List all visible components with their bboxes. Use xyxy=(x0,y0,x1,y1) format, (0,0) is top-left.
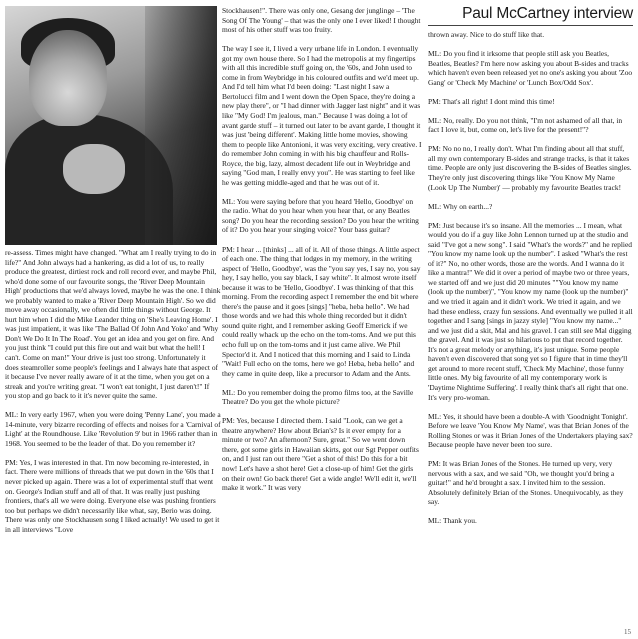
paragraph: PM: Yes, I was interested in that. I'm now becoming re-interested, in fact. There were millions of threads that we put down in the '60s that I never picked up again. There was a lot of experimental stuff that went on. George's Indian stuff and all of that. It was really just pushing frontiers, that's all we were doing. Everyone else was pushing frontiers too but perhaps we didn't necessarily like what, say, Berio was doing. There was only one Stockhausen song I liked actually! We used to get it in all interviews "Love xyxy=(5,457,220,534)
article-column-1 xyxy=(5,248,221,544)
paragraph: ML: In very early 1967, when you were doing 'Penny Lane', you made a 14-minute, very bizarre recording of effects and noises for a 'Carnival of Light' at the Roundhouse. Like 'Revolution 9' but in 1966 rather than in 1968. You seemed to be the leader of that. Do you remember it? xyxy=(5,410,221,448)
page-header xyxy=(428,4,633,26)
page-number: 15 xyxy=(624,628,631,636)
paragraph: PM: I hear ... [thinks] ... all of it. All of those things. A little aspect of each one. The thing that lodges in my memory, in the writing aspect of 'Hello, Goodbye', was the "you say yes, I say no, you say hey, I say hello, you say black, I say white". It almost wrote itself because it was to be 'Hello, Goodbye'. I was thinking of that this morning. From the recording aspect I remember the end bit where there's the pause and it goes [sings] "heba, heba hello". We had those words and we had this whole thing recorded but it didn't sound quite right, and I remember asking Geoff Emerick if we could really whack up the echo on the tom-toms. And we put this echo full up on the tom-toms and it just came alive. We Phil Spector'd it. And I noticed that this morning and I said to Linda "Wait! Full echo on the toms, here we go! Heba, heba hello" and they came in quite deep, like a precursor to Adam and the Ants. xyxy=(222,244,421,378)
paragraph: ML: Yes, it should have been a double-A with 'Goodnight Tonight'. Before we leave 'You Know My Name', was that Brian Jones of the Rolling Stones or was it Brian Jones of the Undertakers playing sax? Because people have never been too sure. xyxy=(428,411,633,450)
paragraph: ML: No, really. Do you not think, "I'm not ashamed of all that, in fact I love it, but, come on, let's live for the present!"? xyxy=(428,115,623,135)
photo-shadow xyxy=(145,6,217,245)
photo-head-shape xyxy=(29,30,107,126)
paragraph: thrown away. Nice to do stuff like that. xyxy=(428,30,545,39)
header-rule xyxy=(428,25,633,26)
article-column-3 xyxy=(428,30,633,536)
paragraph: PM: Yes, because I directed them. I said "Look, can we get a theatre anywhere? How about Brian's? Is it ever empty for a minute or two? An afternoon? Sure, great." So we went down there, got some girls in Hawaiian skirts, got our Sgt Pepper outfits on, and I just ran out there "Get a shot of this! Do this for a bit now! Let's have a shot here! Get a close-up of him! Get the girls on their own! Go back there! Get a wide angle! We'll edit it, we'll make it work." It was very xyxy=(222,416,419,493)
paragraph: ML: Why on earth...? xyxy=(428,201,493,211)
paragraph: ML: Thank you. xyxy=(428,516,477,526)
paul-mccartney-photo xyxy=(5,6,217,245)
paragraph: ML: Do you remember doing the promo films too, at the Saville Theatre? Do you get the whole picture? xyxy=(222,387,414,407)
paragraph: The way I see it, I lived a very urbane life in London. I eventually got my own house there. So I had the metropolis at my fingertips with all this incredible stuff going on, the '60s, and John used to come in from Weybridge in his coloured outfits and we'd meet up. And I'd tell him what I'd been doing: "Last night I saw a Bertolucci film and I went down the Open Space, they're doing a new play there", or "I had dinner with Jagger last night" and it was like "My God! I'm jealous, man." Because I was doing a lot of avant garde stuff – it turned out later to be avant garde, I thought it was just 'being different'. Making little home movies, showing them to people like Antonioni, it was very exciting, very creative. I do remember John coming in with his big chauffeur and Rolls-Royce, the big, lazy, almost decadent life out in Weybridge and saying "God man, I really envy you". He was starting to feel like he was getting middle-aged and that he was out of it. xyxy=(222,44,422,187)
paragraph: re-assess. Times might have changed. "What am I really trying to do in life?" And John always had a hankering, as did a lot of us, to really produce the greatest, dirtiest rock and roll record ever, and maybe Phil, who'd done some of our favourite songs, the 'River Deep Mountain High' productions that we'd always loved, maybe he was the one. I think we probably wanted to make a 'River Deep Mountain High'. So we did move away occasionally, we often did little things without George. It hurt him when I did the Mike Leander thing on 'She's Leaving Home'. I was just impatient, it was like 'The Ballad Of John And Yoko' and 'Why Don't We Do It In The Road'. You get an idea and you get on fire. And you just think "I could put this fire out and wait but what the hell! I can't. Come on man!" Your drive is just too strong. Unfortunately it does steamroller some people's feelings and I always hate that aspect of it because I've never really aware of it at the time, when you get on a streak and you're writing great. "I won't eat tonight, I just daren't!" If you stop and go back to it it's never quite the same. xyxy=(5,248,221,401)
paragraph: PM: That's all right! I dont mind this time! xyxy=(428,96,555,106)
page-title: Paul McCartney interview xyxy=(462,5,633,22)
photo-hand-shape xyxy=(63,144,125,194)
paragraph: PM: It was Brian Jones of the Stones. He turned up very, very nervous with a sax, and we said "Oh, we thought you'd bring a guitar!" and he'd brought a sax. I invited him to the session. Absolutely definitely Brian of the Stones. Unequivocably, as they say. xyxy=(428,459,624,507)
paragraph: ML: You were saying before that you heard 'Hello, Goodbye' on the radio. What do you hear when you hear that, or any Beatles song? Do you hear the recording session? Do you hear the writing of it? Do you hear your singing voice? Your bass guitar? xyxy=(222,196,419,235)
paragraph: PM: Just because it's so insane. All the memories ... I mean, what would you do if a guy like John Lennon turned up at the studio and said "I've got a new song". I said "What's the words?" and he replied "You know my name look up the number". I asked "What's the rest of it?" No, no other words, those are the words. And I wanna do it like a mantra!" We did it over a period of maybe two or three years, we started off and we just did 20 minutes ""You know my name (look up the number)", "You know my name (look up the number)" and we tried it again and it didn't work. We tried it again, and we had these endless, crazy fun sessions. And eventually we pulled it all together and I sang [sings in jazzy style] "You know my name..." and we just did a skit, Mal and his gravel. I can still see Mal digging the gravel. And it was just so hilarious to put that record together. It's not a great melody or anything, it's just unique. Some people haven't even discovered that song yet so I figure that in time they'll get around to more recent stuff, 'Check My Machine', those funny little ones. My big favourite of all my contemporary work is 'Daytime Nightime Suffering'. I really think that's all right that one. It's very pro-woman. xyxy=(428,220,633,402)
article-column-2 xyxy=(222,6,422,502)
paragraph: ML: Do you find it irksome that people still ask you Beatles, Beatles, Beatles? I'm here now asking you about B-sides and tracks which haven't even been released yet no one's asking you about 'Zoo Gang' or 'Check My Machine' or 'Lunch Box/Odd Sox'. xyxy=(428,49,633,87)
paragraph: Stockhausen!". There was only one, Gesang der junglinge – 'The Song Of The Young' – that was the only one I ever liked! I thought most of his other stuff was too fruity. xyxy=(222,6,421,35)
paragraph: PM: No no no, I really don't. What I'm finding about all that stuff, all my own contemporary B-sides and strange tracks, is that it takes time. People are only just discovering the B-sides of Beatles singles. They're only just discovering things like 'You Know My Name (Look Up The Number)' — probably my favourite Beatles track! xyxy=(428,144,632,192)
